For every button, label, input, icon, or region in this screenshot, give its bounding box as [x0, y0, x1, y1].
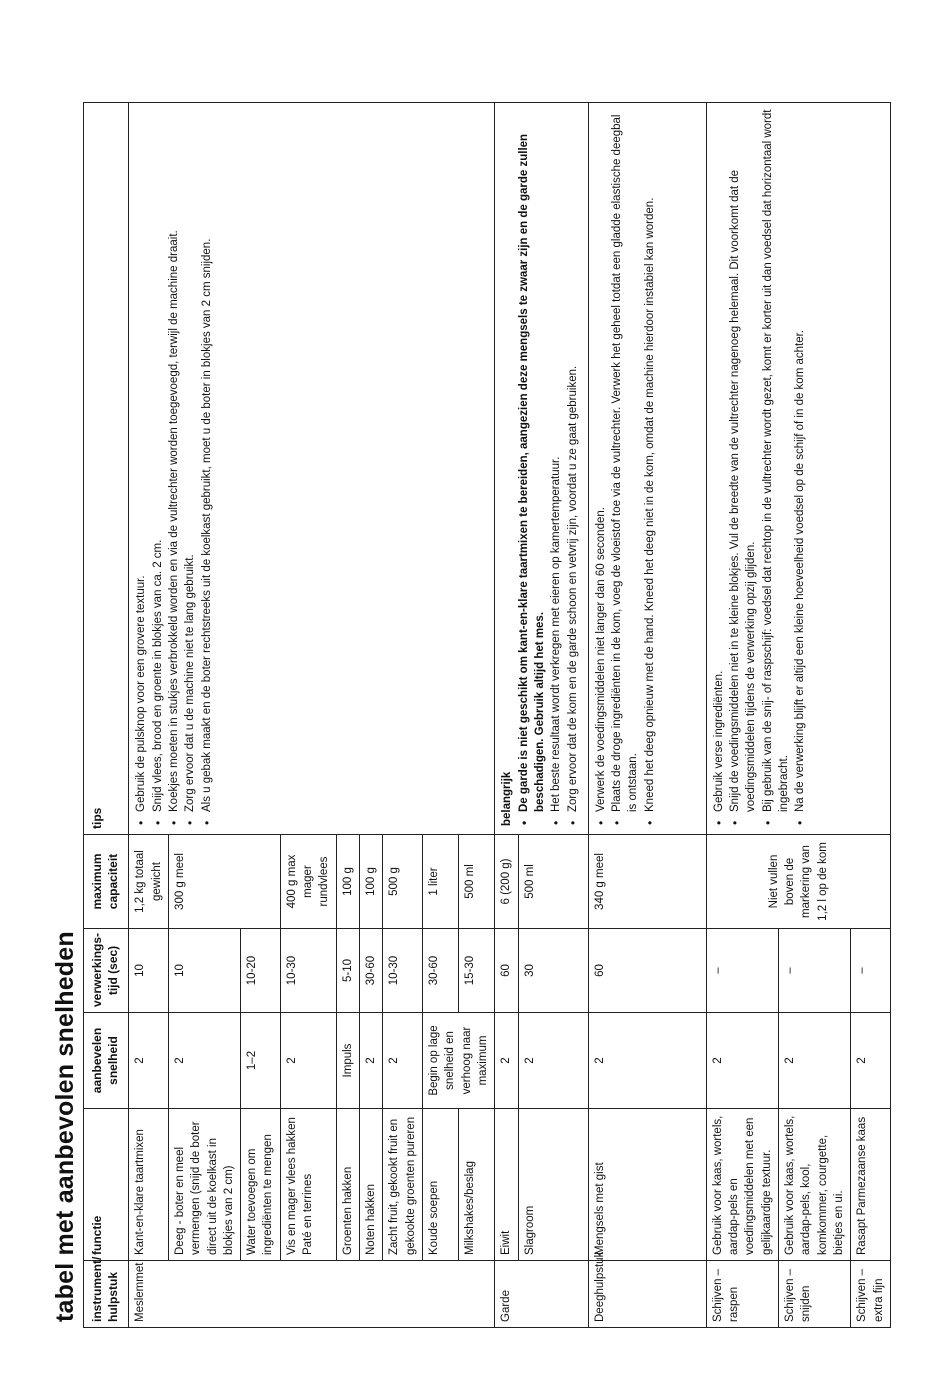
speed-cell: 2 [851, 1013, 891, 1109]
tip-item: • Het beste resultaat wordt verkregen met eieren op kamertemperatuur. [548, 109, 564, 812]
header-row [84, 103, 129, 1328]
instrument-cell: Meslemmet [129, 1261, 495, 1328]
function-cell: Gebruik voor kaas, wortels, aardap-pels en voedingsmiddelen met een gelijkaardige textuur. [706, 1109, 778, 1261]
tip-item: • Kneed het deeg opnieuw met de hand. Kneed het deeg niet in de kom, omdat de machine hierdoor instabiel kan worden. [642, 109, 658, 812]
function-cell: Eiwit [495, 1109, 518, 1261]
time-cell: 5-10 [336, 929, 359, 1013]
time-cell: 10 [129, 929, 169, 1013]
function-cell: Zacht fruit, gekookt fruit en gekookte groenten pureren [383, 1109, 423, 1261]
time-cell: – [706, 929, 778, 1013]
function-line: Paté en terrines [302, 1173, 315, 1255]
capacity-note: Niet vullen boven de markering van 1,2 l op de kom [767, 842, 829, 921]
speed-cell: 2 [360, 1013, 383, 1109]
function-cell: Kant-en-klare taartmixen [129, 1109, 169, 1261]
function-line: Vis en mager vlees hakken [285, 1117, 298, 1255]
speed-cell: 2 [518, 1013, 588, 1109]
tip-item: • Verwerk de voedingsmiddelen niet langer dan 60 seconden. [593, 109, 609, 812]
table-row [129, 103, 169, 1328]
instrument-cell: Garde [495, 1261, 588, 1328]
table-row [706, 103, 778, 1328]
tips-cell-garde [495, 103, 588, 835]
time-cell: – [779, 929, 851, 1013]
capacity-cell: 400 g max mager rundvlees [280, 835, 336, 929]
function-cell: Water toevoegen om ingrediënten te mengen [241, 1109, 281, 1261]
capacity-cell: 100 g [360, 835, 383, 929]
speed-cell: 2 [495, 1013, 518, 1109]
important-item: • De garde is niet geschikt om kant-en-klare taartmixen te bereiden, aangezien deze mengsels te zwaar zijn en de garde zullen beschadigen. Gebruik altijd het mes. [516, 109, 549, 812]
header-tips: tips [84, 103, 129, 835]
capacity-cell: 1,2 kg totaal gewicht [129, 835, 169, 929]
time-cell: 15-30 [459, 929, 495, 1013]
header-instrument: instrument/ hulpstuk [84, 1261, 129, 1328]
function-cell [280, 1109, 336, 1261]
function-cell: Koude soepen [423, 1109, 459, 1261]
function-cell: Gebruik voor kaas, wortels, aardap-pels, kool, komkommer, courgette, bietjes en ui. [779, 1109, 851, 1261]
function-cell: Rasapt Parmezaanse kaas [851, 1109, 891, 1261]
page-title: tabel met aanbevolen snelheden [51, 931, 79, 1322]
tip-item: • Als u gebak maakt en de boter rechtstreeks uit de koelkast gebruikt, moet u de boter in blokjes van 2 cm snijden. [199, 109, 215, 812]
tips-cell-mes [129, 103, 495, 835]
tips-cell-schijven [706, 103, 890, 835]
capacity-cell: 100 g [336, 835, 359, 929]
speed-cell: 2 [129, 1013, 169, 1109]
capacity-cell: 500 g [383, 835, 423, 929]
instrument-cell: Schijven – raspen [706, 1261, 778, 1328]
time-cell: 10 [168, 929, 240, 1013]
speed-cell: Impuls [336, 1013, 359, 1109]
tip-item: • Snijd vlees, brood en groente in blokjes van ca. 2 cm. [150, 109, 166, 812]
tips-list [548, 109, 581, 826]
capacity-cell: 340 g meel [588, 835, 706, 929]
capacity-cell: 300 g meel [168, 835, 280, 929]
time-cell: 60 [495, 929, 518, 1013]
tips-list [133, 109, 215, 826]
instrument-cell: Schijven – extra fijn [851, 1261, 891, 1328]
time-cell: 30-60 [423, 929, 459, 1013]
header-functie: functie [84, 1109, 129, 1261]
tip-item: • Snijd de voedingsmiddelen niet in te kleine blokjes. Vul de breedte van de vultrechter nagenoeg helemaal. Dit voorkomt dat de voedingsmiddelen tijdens de verwerking opzij glijden. [727, 109, 760, 812]
capacity-cell [706, 835, 890, 929]
important-list [516, 109, 549, 826]
time-cell: – [851, 929, 891, 1013]
tips-cell-deeg [588, 103, 706, 835]
speed-cell: 2 [168, 1013, 240, 1109]
header-snelheid: aanbevelen snelheid [84, 1013, 129, 1109]
tip-item: • Koekjes moeten in stukjes verbrokkeld worden en via de vultrechter worden toegevoegd, terwijl de machine draait. [166, 109, 182, 812]
tip-item: • Na de verwerking blijft er altijd een kleine hoeveelheid voedsel op de schijf of in de kom achter. [792, 109, 808, 812]
tip-item: • Gebruik verse ingrediënten. [711, 109, 727, 812]
function-cell: Milkshakes/beslag [459, 1109, 495, 1261]
tip-item: • Plaats de droge ingrediënten in de kom, voeg de vloeistof toe via de vultrechter. Verwerk het geheel totdat een gladde elastische deegbal is ontstaan. [609, 109, 642, 812]
time-cell: 10-30 [280, 929, 336, 1013]
tips-list [711, 109, 809, 826]
time-cell: 30 [518, 929, 588, 1013]
tip-item: • Zorg ervoor dat de kom en de garde schoon en vetvrij zijn, voordat u ze gaat gebruiken. [565, 109, 581, 812]
capacity-cell: 500 ml [459, 835, 495, 929]
speed-cell: 2 [280, 1013, 336, 1109]
speed-table [83, 102, 891, 1328]
capacity-cell: 1 liter [423, 835, 459, 929]
tip-item: • Gebruik de pulsknop voor een grovere textuur. [133, 109, 149, 812]
function-cell: Deeg - boter en meel vermengen (snijd de boter direct uit de koelkast in blokjes van 2 cm) [168, 1109, 240, 1261]
time-cell: 30-60 [360, 929, 383, 1013]
speed-cell: 2 [588, 1013, 706, 1109]
function-cell: Mengsels met gist [588, 1109, 706, 1261]
speed-cell: 2 [779, 1013, 851, 1109]
time-cell: 10-20 [241, 929, 281, 1013]
instrument-cell: Schijven – snijden [779, 1261, 851, 1328]
capacity-cell: 6 (200 g) [495, 835, 518, 929]
header-capaciteit: maximum capaciteit [84, 835, 129, 929]
speed-cell: Begin op lage snelheid en verhoog naar maximum [423, 1013, 495, 1109]
header-tijd: verwerkings- tijd (sec) [84, 929, 129, 1013]
time-cell: 60 [588, 929, 706, 1013]
capacity-cell: 500 ml [518, 835, 588, 929]
table-row [588, 103, 706, 1328]
instrument-cell: Deeghulpstuk [588, 1261, 706, 1328]
time-cell: 10-30 [383, 929, 423, 1013]
important-heading: belangrijk [501, 771, 514, 826]
table-row [495, 103, 518, 1328]
function-cell: Groenten hakken [336, 1109, 359, 1261]
speed-cell: 1–2 [241, 1013, 281, 1109]
tip-item: • Bij gebruik van de snij- of raspschijf: voedsel dat rechtop in de vultrechter wordt gezet, komt er korter uit dan voedsel dat horizontaal wordt ingebracht. [760, 109, 793, 812]
tips-list [593, 109, 658, 826]
speed-cell: 2 [706, 1013, 778, 1109]
function-cell: Slagroom [518, 1109, 588, 1261]
speed-cell: 2 [383, 1013, 423, 1109]
tip-item: • Zorg ervoor dat u de machine niet te lang gebruikt. [182, 109, 198, 812]
rotated-table-sheet [47, 103, 937, 1328]
function-cell: Noten hakken [360, 1109, 383, 1261]
